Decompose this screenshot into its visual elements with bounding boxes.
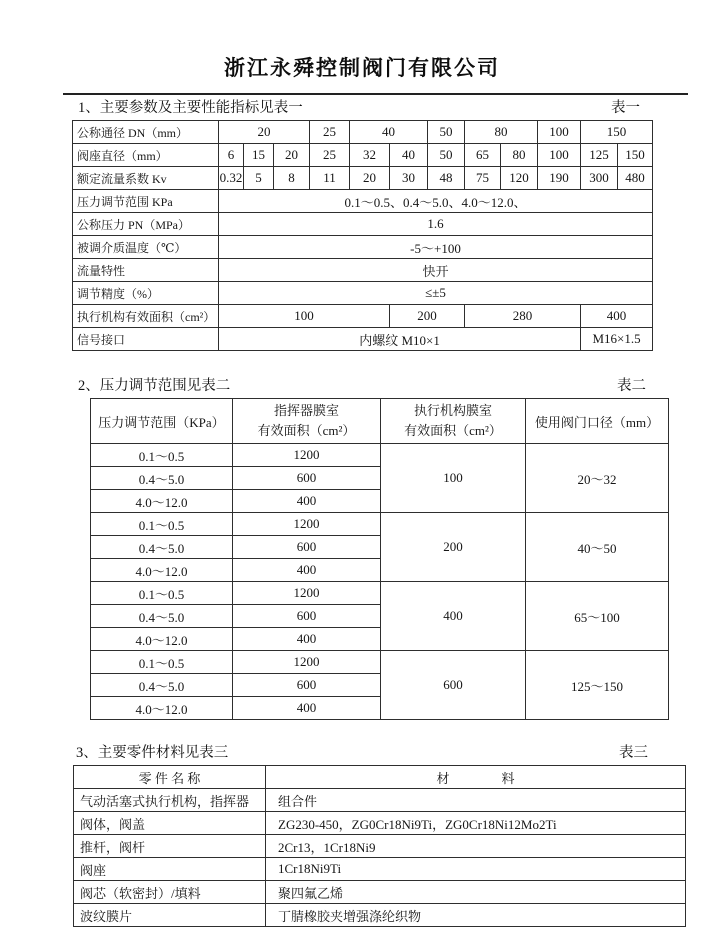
table-cell: 600 xyxy=(233,605,381,628)
table-cell: 5 xyxy=(244,167,274,190)
table-cell: 125 xyxy=(581,144,618,167)
column-header xyxy=(233,399,381,444)
table-row xyxy=(74,904,686,927)
table-cell: 40 xyxy=(350,121,428,144)
table-cell: 0.4～5.0 xyxy=(91,467,233,490)
material-cell: 组合件 xyxy=(266,789,686,812)
row-label: 流量特性 xyxy=(73,259,219,282)
column-header: 压力调节范围（KPa） xyxy=(91,399,233,444)
pressure-range-table xyxy=(90,398,669,720)
row-label: 压力调节范围 KPa xyxy=(73,190,219,213)
table-cell: 20 xyxy=(350,167,390,190)
column-header: 使用阀门口径（mm） xyxy=(526,399,669,444)
table-cell: 65～100 xyxy=(526,582,669,651)
table-cell: 0.1～0.5、0.4～5.0、4.0～12.0、 xyxy=(219,190,653,213)
table-row-pn xyxy=(73,213,653,236)
table-cell: 快开 xyxy=(219,259,653,282)
table-cell: 20 xyxy=(219,121,310,144)
title-divider xyxy=(63,93,688,95)
column-header: 材 料 xyxy=(266,766,686,789)
table-cell: 40 xyxy=(390,144,428,167)
part-name-cell: 波纹膜片 xyxy=(74,904,266,927)
column-header: 零 件 名 称 xyxy=(74,766,266,789)
header-line: 有效面积（cm²） xyxy=(257,423,356,438)
table-cell: 400 xyxy=(233,559,381,582)
table-cell: 30 xyxy=(390,167,428,190)
materials-table xyxy=(73,765,686,927)
table-cell: 120 xyxy=(501,167,538,190)
table-cell: 0.1～0.5 xyxy=(91,444,233,467)
row-label: 阀座直径（mm） xyxy=(73,144,219,167)
part-name-cell: 阀体，阀盖 xyxy=(74,812,266,835)
row-label: 信号接口 xyxy=(73,328,219,351)
table-cell: 0.1～0.5 xyxy=(91,651,233,674)
table-cell: 190 xyxy=(538,167,581,190)
table-cell: 15 xyxy=(244,144,274,167)
part-name-cell: 气动活塞式执行机构，指挥器 xyxy=(74,789,266,812)
table-cell: 4.0～12.0 xyxy=(91,697,233,720)
table-header-row xyxy=(91,399,669,444)
table-row xyxy=(74,812,686,835)
table-cell: 25 xyxy=(310,144,350,167)
table-row-seat xyxy=(73,144,653,167)
row-label: 执行机构有效面积（cm²） xyxy=(73,305,219,328)
table-cell: 600 xyxy=(233,674,381,697)
table-cell: 20 xyxy=(274,144,310,167)
table-cell: 100 xyxy=(538,121,581,144)
table-cell: 400 xyxy=(233,490,381,513)
table-cell: 0.1～0.5 xyxy=(91,513,233,536)
table-cell: 50 xyxy=(428,144,465,167)
table-cell: 0.4～5.0 xyxy=(91,674,233,697)
table-cell: 32 xyxy=(350,144,390,167)
section2-table-label: 表二 xyxy=(617,378,646,394)
section1-heading: 1、主要参数及主要性能指标见表一 xyxy=(78,100,303,116)
table-cell: 6 xyxy=(219,144,244,167)
table-row xyxy=(91,513,669,536)
table-cell: 280 xyxy=(465,305,581,328)
table-cell: M16×1.5 xyxy=(581,328,653,351)
table-cell: 100 xyxy=(538,144,581,167)
part-name-cell: 阀座 xyxy=(74,858,266,881)
table-cell: 400 xyxy=(233,697,381,720)
table-cell: 65 xyxy=(465,144,501,167)
table-cell: 600 xyxy=(381,651,526,720)
table-cell: 300 xyxy=(581,167,618,190)
header-line: 指挥器膜室 xyxy=(273,402,339,418)
table-cell: 480 xyxy=(618,167,653,190)
row-label: 额定流量系数 Kv xyxy=(73,167,219,190)
table-cell: 0.1～0.5 xyxy=(91,582,233,605)
table-cell: 4.0～12.0 xyxy=(91,559,233,582)
material-cell: 丁腈橡胶夹增强涤纶织物 xyxy=(266,904,686,927)
table-cell: 0.32 xyxy=(219,167,244,190)
table-cell: 1200 xyxy=(233,444,381,467)
table-row xyxy=(91,651,669,674)
table-cell: 8 xyxy=(274,167,310,190)
table-row xyxy=(74,835,686,858)
section1-heading-row xyxy=(78,99,640,117)
material-cell: ZG230-450，ZG0Cr18Ni9Ti，ZG0Cr18Ni12Mo2Ti xyxy=(266,812,686,835)
table-row-flow xyxy=(73,259,653,282)
material-cell: 聚四氟乙烯 xyxy=(266,881,686,904)
material-cell: 2Cr13，1Cr18Ni9 xyxy=(266,835,686,858)
table-row-kv xyxy=(73,167,653,190)
table-row xyxy=(74,858,686,881)
table-row-temp xyxy=(73,236,653,259)
table-cell: 1.6 xyxy=(219,213,653,236)
header-line: 有效面积（cm²） xyxy=(404,423,502,438)
table-cell: 150 xyxy=(618,144,653,167)
table-cell: 1200 xyxy=(233,651,381,674)
table-row-signal xyxy=(73,328,653,351)
row-label: 调节精度（%） xyxy=(73,282,219,305)
table-row-range xyxy=(73,190,653,213)
part-name-cell: 阀芯（软密封）/填料 xyxy=(74,881,266,904)
table-cell: 11 xyxy=(310,167,350,190)
table-cell: 100 xyxy=(219,305,390,328)
table-cell: 400 xyxy=(381,582,526,651)
table-cell: 400 xyxy=(233,628,381,651)
company-title: 浙江永舜控制阀门有限公司 xyxy=(224,56,500,80)
table-header-row xyxy=(74,766,686,789)
row-label: 公称压力 PN（MPa） xyxy=(73,213,219,236)
table-cell: 40～50 xyxy=(526,513,669,582)
section3-heading: 3、主要零件材料见表三 xyxy=(76,745,229,761)
table-cell: 20～32 xyxy=(526,444,669,513)
table-cell: 600 xyxy=(233,536,381,559)
table-cell: 4.0～12.0 xyxy=(91,490,233,513)
header-line: 执行机构膜室 xyxy=(413,402,492,418)
table-row xyxy=(91,582,669,605)
table-row xyxy=(91,444,669,467)
table-cell: 1200 xyxy=(233,582,381,605)
material-cell: 1Cr18Ni9Ti xyxy=(266,858,686,881)
table-row-precision xyxy=(73,282,653,305)
row-label: 被调介质温度（℃） xyxy=(73,236,219,259)
table-row-dn xyxy=(73,121,653,144)
table-cell: 1200 xyxy=(233,513,381,536)
section3-heading-row xyxy=(76,744,648,762)
table-cell: 0.4～5.0 xyxy=(91,605,233,628)
table-cell: -5～+100 xyxy=(219,236,653,259)
table-row xyxy=(74,789,686,812)
section2-heading: 2、压力调节范围见表二 xyxy=(78,378,231,394)
section1-table-label: 表一 xyxy=(611,100,640,116)
table-cell: 400 xyxy=(581,305,653,328)
table-cell: 100 xyxy=(381,444,526,513)
table-cell: 75 xyxy=(465,167,501,190)
table-cell: 50 xyxy=(428,121,465,144)
table-row xyxy=(74,881,686,904)
table-cell: 200 xyxy=(381,513,526,582)
section3-table-label: 表三 xyxy=(619,745,648,761)
main-parameters-table xyxy=(72,120,653,351)
table-cell: 80 xyxy=(465,121,538,144)
table-row-area xyxy=(73,305,653,328)
table-cell: 600 xyxy=(233,467,381,490)
row-label: 公称通径 DN（mm） xyxy=(73,121,219,144)
table-cell: 25 xyxy=(310,121,350,144)
table-cell: 125～150 xyxy=(526,651,669,720)
section2-heading-row xyxy=(78,377,646,395)
table-cell: 200 xyxy=(390,305,465,328)
table-cell: 48 xyxy=(428,167,465,190)
part-name-cell: 推杆，阀杆 xyxy=(74,835,266,858)
table-cell: 4.0～12.0 xyxy=(91,628,233,651)
table-cell: 0.4～5.0 xyxy=(91,536,233,559)
table-cell: 80 xyxy=(501,144,538,167)
column-header xyxy=(381,399,526,444)
table-cell: 150 xyxy=(581,121,653,144)
table-cell: ≤±5 xyxy=(219,282,653,305)
table-cell: 内螺纹 M10×1 xyxy=(219,328,581,351)
